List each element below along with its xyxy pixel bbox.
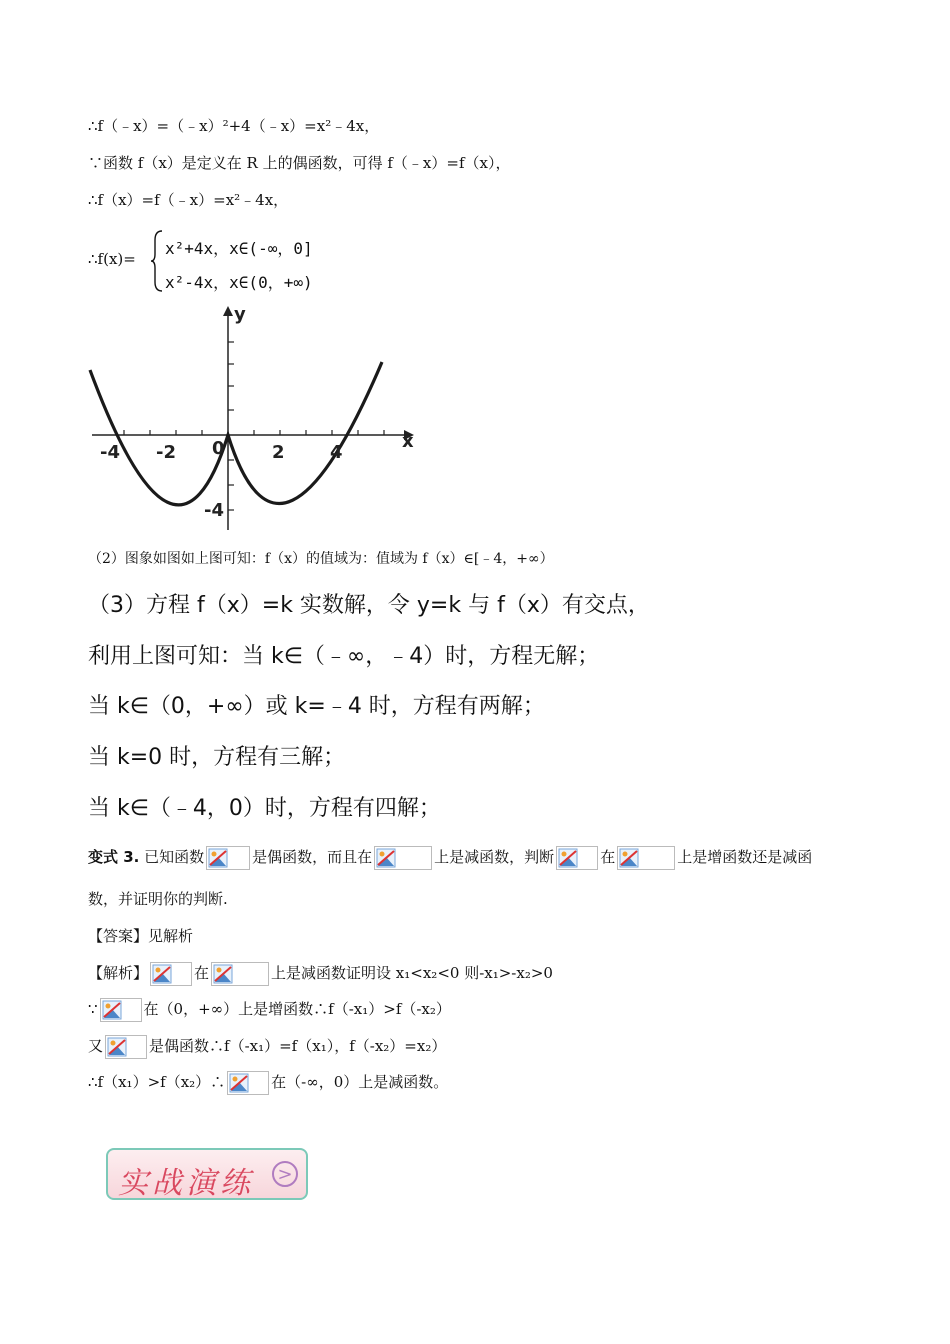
- brace-icon: [150, 230, 164, 292]
- piecewise-row-2: x²-4x，x∈(0，+∞): [165, 273, 313, 292]
- function-graph: [86, 302, 426, 537]
- variant-text: 上是增函数还是减函: [677, 848, 813, 866]
- broken-image-icon: [206, 846, 250, 870]
- broken-image-icon: [227, 1071, 269, 1095]
- part3-line-2: 利用上图可知：当 k∈（﹣∞，﹣4）时，方程无解；: [88, 644, 600, 669]
- y-axis-arrow-icon: [223, 306, 233, 316]
- analysis-text: ∵: [88, 1000, 98, 1018]
- broken-image-icon: [374, 846, 432, 870]
- y-axis-label: y: [234, 304, 246, 325]
- analysis-line-4: [88, 1071, 448, 1095]
- analysis-text: 上是减函数证明设 x₁<x₂<0 则-x₁>-x₂>0: [271, 964, 553, 982]
- broken-image-icon: [211, 962, 269, 986]
- broken-image-icon: [556, 846, 598, 870]
- piecewise-prefix: ∴f(x)=: [88, 250, 136, 268]
- variant-text: 是偶函数，而且在: [252, 848, 373, 866]
- x-axis-label: x: [402, 431, 414, 452]
- tick-label-neg4: -4: [100, 442, 120, 463]
- y-ticks: [228, 342, 234, 510]
- part3-line-4: 当 k=0 时，方程有三解；: [88, 745, 346, 770]
- part2-text: （2）图象如图如上图可知：f（x）的值域为：值域为 f（x）∈[﹣4，+∞）: [88, 551, 554, 567]
- analysis-text: 又: [88, 1037, 104, 1055]
- piecewise-row-1: x²+4x，x∈(-∞，0]: [165, 239, 313, 258]
- tick-label-2: 2: [272, 442, 285, 463]
- analysis-text: 在（-∞，0）上是减函数。: [271, 1073, 449, 1091]
- variant-text: 已知函数: [144, 848, 205, 866]
- part3-line-1: （3）方程 f（x）=k 实数解，令 y=k 与 f（x）有交点，: [88, 593, 650, 618]
- variant-text: 上是减函数，判断: [434, 848, 555, 866]
- part3-line-3: 当 k∈（0，+∞）或 k=﹣4 时，方程有两解；: [88, 694, 545, 719]
- analysis-text: 是偶函数∴f（-x₁）=f（x₁），f（-x₂）=x₂）: [149, 1037, 447, 1055]
- tick-label-y-neg4: -4: [204, 500, 224, 521]
- variant-text: 在: [600, 848, 616, 866]
- broken-image-icon: [105, 1035, 147, 1059]
- graph-axes: [92, 312, 404, 530]
- curve-left: [90, 362, 382, 505]
- broken-image-icon: [617, 846, 675, 870]
- broken-image-icon: [150, 962, 192, 986]
- tick-label-4: 4: [330, 442, 343, 463]
- variant-question-line-1: [88, 846, 812, 870]
- variant-label: 变式 3.: [88, 848, 140, 866]
- logo-text: 实战演练: [118, 1166, 254, 1201]
- derivation-line-3: ∴f（x）=f（﹣x）=x²﹣4x，: [88, 191, 289, 209]
- variant-question-line-2: 数，并证明你的判断.: [88, 890, 228, 908]
- practice-section-logo: [106, 1148, 308, 1200]
- analysis-line-2: [88, 998, 451, 1022]
- analysis-text: 在（0，+∞）上是增函数∴f（-x₁）>f（-x₂）: [143, 1000, 451, 1018]
- analysis-line-1: [88, 962, 553, 986]
- answer-line: 【答案】见解析: [88, 927, 194, 945]
- analysis-text: ∴f（x₁）>f（x₂）∴: [88, 1073, 226, 1091]
- derivation-line-2: ∵函数 f（x）是定义在 R 上的偶函数，可得 f（﹣x）=f（x），: [88, 154, 511, 172]
- broken-image-icon: [100, 998, 142, 1022]
- part3-line-5: 当 k∈（﹣4，0）时，方程有四解；: [88, 796, 441, 821]
- arrow-right-icon: >: [272, 1161, 298, 1187]
- analysis-text: 在: [194, 964, 210, 982]
- tick-label-0: 0: [212, 438, 225, 459]
- derivation-line-1: ∴f（﹣x）=（﹣x）²+4（﹣x）=x²﹣4x，: [88, 117, 380, 135]
- analysis-line-3: [88, 1035, 446, 1059]
- tick-label-neg2: -2: [156, 442, 176, 463]
- analysis-label: 【解析】: [88, 964, 149, 982]
